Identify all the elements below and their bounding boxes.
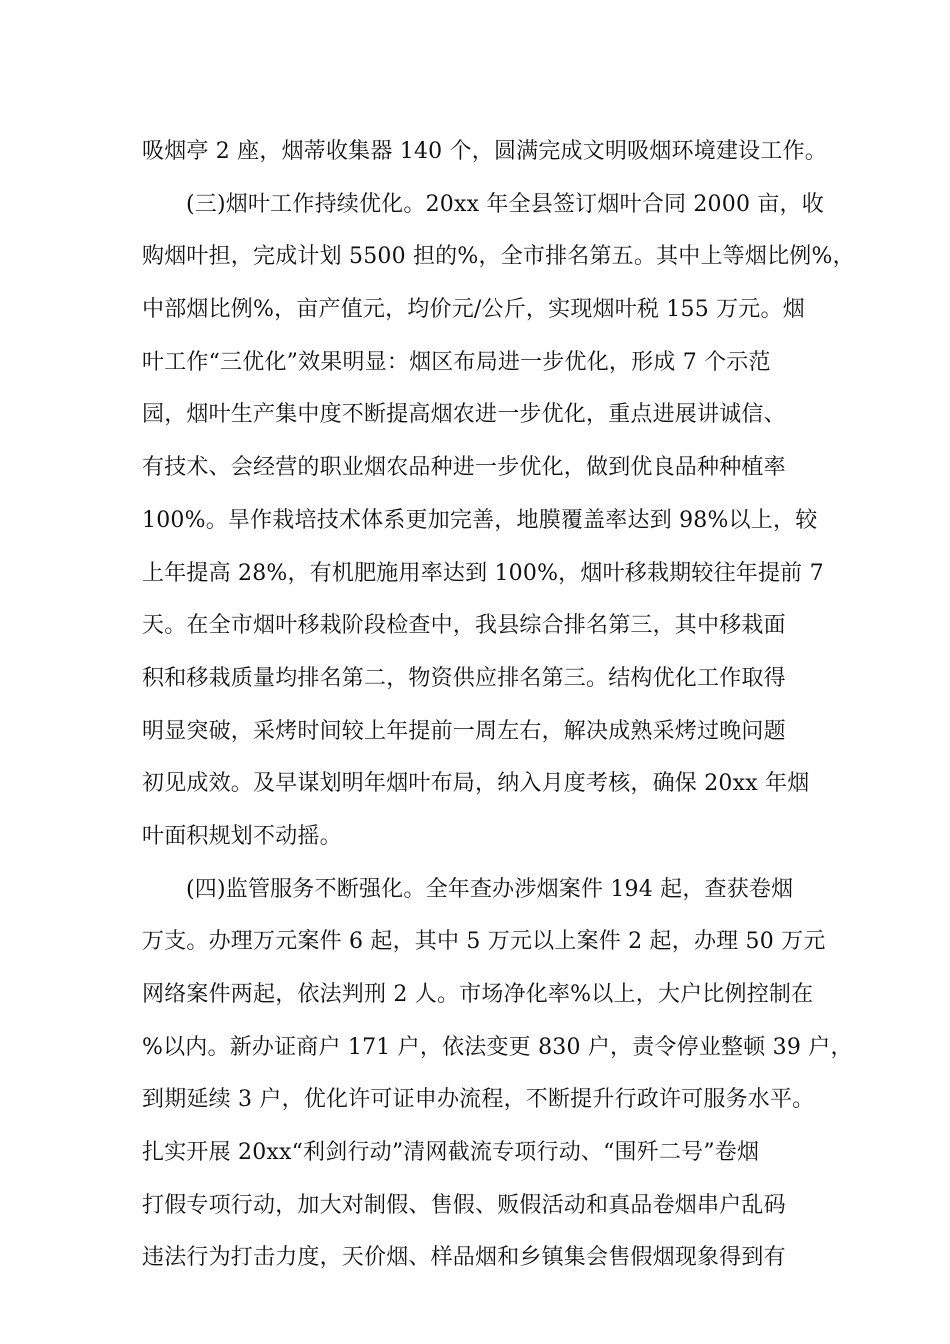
text-line: 打假专项行动，加大对制假、售假、贩假活动和真品卷烟串户乱码 — [142, 1192, 786, 1218]
text-line: 积和移栽质量均排名第二，物资供应排名第三。结构优化工作取得 — [142, 665, 786, 691]
text-line: 中部烟比例%，亩产值元，均价元/公斤，实现烟叶税 155 万元。烟 — [142, 297, 805, 323]
text-line: 叶面积规划不动摇。 — [142, 823, 342, 849]
section-heading-line: (四)监管服务不断强化。全年查办涉烟案件 194 起，查获卷烟 — [186, 876, 794, 902]
text-line: 上年提高 28%，有机肥施用率达到 100%，烟叶移栽期较往年提前 7 — [142, 560, 824, 586]
text-line: 有技术、会经营的职业烟农品种进一步优化，做到优良品种种植率 — [142, 455, 786, 481]
text-line: 网络案件两起，依法判刑 2 人。市场净化率%以上，大户比例控制在 — [142, 982, 814, 1007]
section-heading-line: (三)烟叶工作持续优化。20xx 年全县签订烟叶合同 2000 亩，收 — [186, 191, 824, 217]
text-line: 扎实开展 20xx“利剑行动”清网截流专项行动、“围歼二号”卷烟 — [142, 1140, 760, 1166]
text-line: 到期延续 3 户，优化许可证申办流程，不断提升行政许可服务水平。 — [142, 1087, 815, 1113]
text-line: 违法行为打击力度，天价烟、样品烟和乡镇集会售假烟现象得到有 — [142, 1245, 786, 1271]
text-line: %以内。新办证商户 171 户，依法变更 830 户，责令停业整顿 39 户， — [142, 1034, 853, 1060]
text-line: 购烟叶担，完成计划 5500 担的%，全市排名第五。其中上等烟比例%， — [142, 244, 855, 270]
document-body — [142, 126, 855, 1285]
text-line: 园，烟叶生产集中度不断提高烟农进一步优化，重点进展讲诚信、 — [142, 402, 786, 428]
text-line: 万支。办理万元案件 6 起，其中 5 万元以上案件 2 起，办理 50 万元 — [142, 929, 826, 955]
text-line: 明显突破，采烤时间较上年提前一周左右，解决成熟采烤过晚问题 — [142, 718, 786, 744]
text-line: 吸烟亭 2 座，烟蒂收集器 140 个，圆满完成文明吸烟环境建设工作。 — [142, 139, 827, 164]
text-line: 叶工作“三优化”效果明显：烟区布局进一步优化，形成 7 个示范 — [142, 349, 771, 375]
text-line: 100%。旱作栽培技术体系更加完善，地膜覆盖率达到 98%以上，较 — [142, 507, 818, 533]
text-line: 初见成效。及早谋划明年烟叶布局，纳入月度考核，确保 20xx 年烟 — [142, 771, 810, 797]
text-line: 天。在全市烟叶移栽阶段检查中，我县综合排名第三，其中移栽面 — [142, 613, 786, 639]
